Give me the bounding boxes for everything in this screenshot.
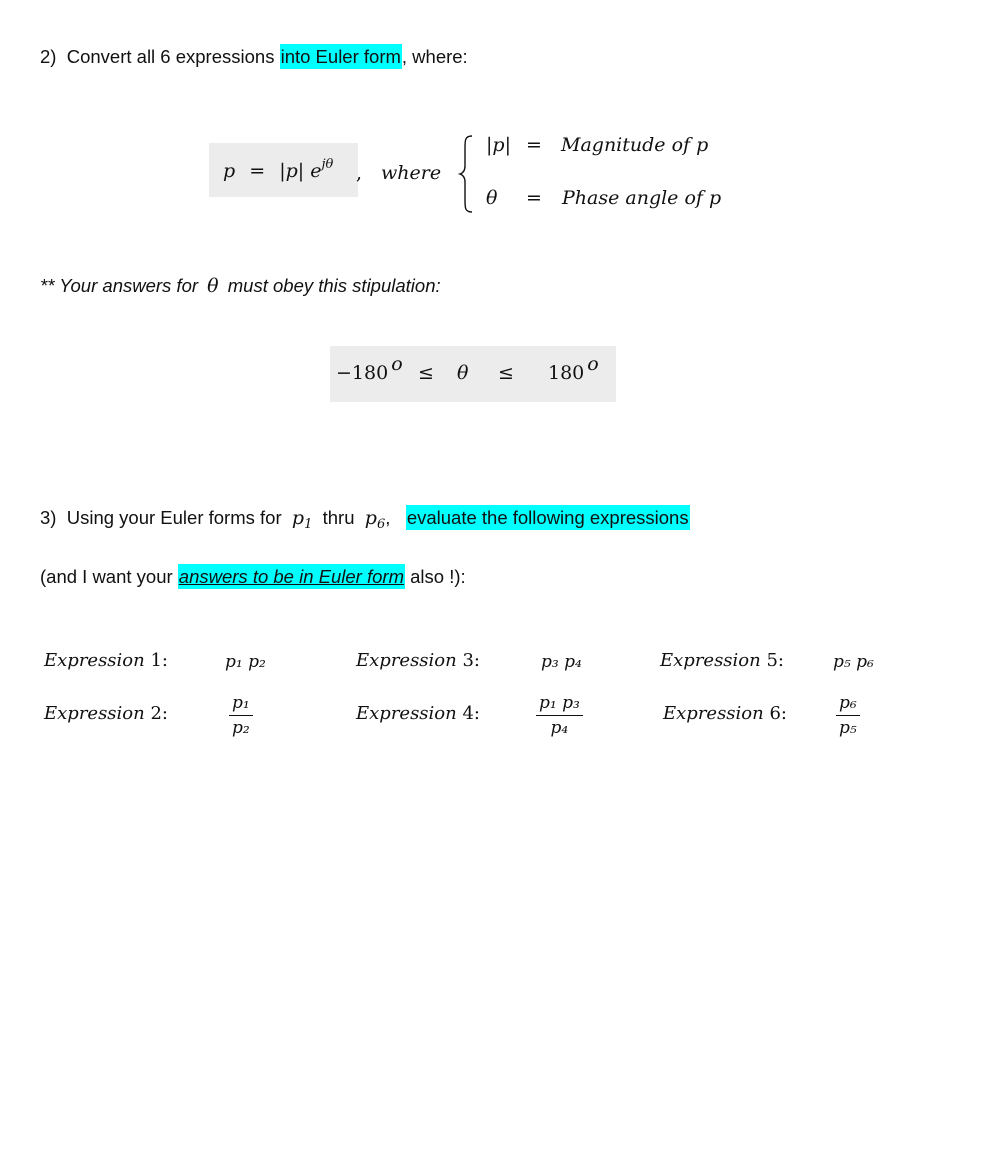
range-le-1: ≤ [418, 362, 434, 384]
range-le-2: ≤ [498, 362, 514, 384]
expression-2-numerator: p₁ [232, 693, 250, 713]
question-3-highlight: evaluate the following expressions [406, 507, 689, 528]
question-3-line2-highlight: answers to be in Euler form [178, 566, 404, 587]
range-low [336, 353, 403, 384]
range-high-value: 180 [548, 362, 585, 384]
question-2-number: 2) [40, 46, 57, 67]
stipulation-prefix: ** Your answers for [40, 275, 199, 296]
expression-2-denominator: p₂ [232, 718, 250, 738]
range-low-value: −180 [336, 362, 389, 384]
euler-equals: = [249, 160, 266, 182]
expression-2-fraction-bar [229, 715, 253, 716]
question-3-line2-after: also !): [410, 566, 466, 587]
def-row2-equals: = [526, 187, 542, 209]
stipulation-suffix: must obey this stipulation: [227, 275, 441, 296]
question-3-line2-before: (and I want your [40, 566, 173, 587]
expression-3-label: Expression 3: [356, 650, 480, 671]
euler-comma: , [356, 162, 363, 184]
range-low-degree: o [391, 353, 403, 375]
question-3-comma: , [385, 507, 391, 528]
expression-1-label: Expression 1: [44, 650, 168, 671]
expression-4-denominator: p₄ [550, 718, 569, 738]
expression-2-fraction [229, 692, 253, 739]
euler-lhs: p [223, 160, 236, 182]
expression-5-formula: p₅ p₆ [833, 652, 874, 672]
expression-5-label: Expression 5: [660, 650, 784, 671]
question-3-p1: $p_1$ [291, 507, 313, 532]
curly-brace [458, 134, 474, 214]
expression-1-formula: p₁ p₂ [225, 652, 266, 672]
expression-4-numerator: p₁ p₃ [539, 693, 580, 713]
range-high-degree: o [587, 353, 599, 375]
expression-4-label: Expression 4: [356, 703, 480, 724]
def-row1-symbol: |p| [486, 134, 511, 156]
expression-6-label: Expression 6: [663, 703, 787, 724]
question-3-text: Using your Euler forms for [66, 507, 282, 528]
def-row2-description: Phase angle of p [562, 187, 722, 209]
stipulation-theta: θ [207, 275, 219, 297]
euler-exponent: jθ [321, 157, 334, 172]
def-row1-equals: = [526, 134, 542, 156]
question-3-thru: thru [322, 507, 355, 528]
def-row1-description: Magnitude of p [561, 134, 709, 156]
expression-2-label: Expression 2: [44, 703, 168, 724]
range-high [548, 353, 599, 384]
question-3-line [40, 507, 690, 532]
stipulation-line [40, 275, 441, 297]
expression-6-denominator: p₅ [839, 718, 857, 738]
question-3-number: 3) [40, 507, 57, 528]
expression-6-fraction [836, 692, 860, 739]
range-theta: θ [457, 362, 469, 384]
question-2-line [40, 46, 468, 68]
question-3-p6: $p_6$ [364, 507, 386, 532]
euler-formula [223, 157, 334, 182]
question-2-text: Convert all 6 expressions [66, 46, 275, 67]
expression-6-numerator: p₆ [839, 693, 857, 713]
euler-magnitude: |p| [279, 160, 305, 182]
expression-4-fraction [536, 692, 583, 739]
question-2-highlight: into Euler form [280, 46, 401, 67]
expression-3-formula: p₃ p₄ [541, 652, 582, 672]
question-2-text-after: , where: [401, 46, 468, 67]
question-3-line-2 [40, 566, 466, 588]
expression-6-fraction-bar [836, 715, 860, 716]
def-row2-symbol: θ [486, 187, 498, 209]
euler-e: e [310, 160, 322, 182]
expression-4-fraction-bar [536, 715, 583, 716]
euler-where: where [381, 162, 442, 184]
